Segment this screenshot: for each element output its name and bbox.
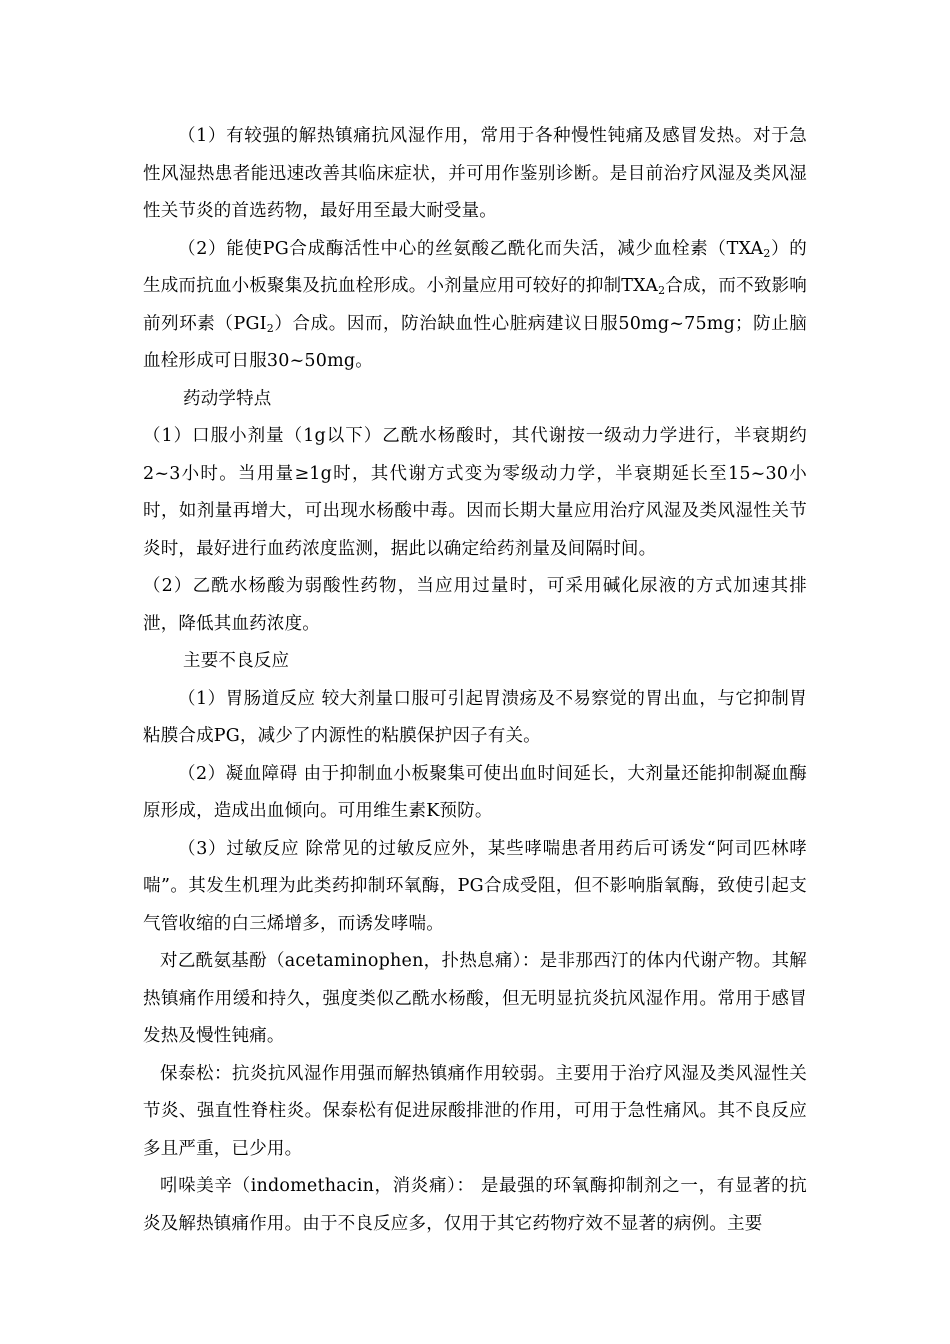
paragraph-phenylbutazone: 保泰松：抗炎抗风湿作用强而解热镇痛作用较弱。主要用于治疗风湿及类风湿性关节炎、强直性脊柱炎。保泰松有促进尿酸排泄的作用，可用于急性痛风。其不良反应多且严重，已少用。	[143, 1063, 807, 1159]
paragraph-acetaminophen: 对乙酰氨基酚（acetaminophen，扑热息痛）：是非那西汀的体内代谢产物。其解热镇痛作用缓和持久，强度类似乙酰水杨酸，但无明显抗炎抗风湿作用。常用于感冒发热及慢性钝痛。	[143, 951, 807, 1046]
paragraph-antiplatelet	[143, 231, 807, 381]
subscript-pgi2: 2	[266, 321, 274, 335]
paragraph-gi-reaction: （1）胃肠道反应 较大剂量口服可引起胃溃疡及不易察觉的胃出血，与它抑制胃粘膜合成PG，减少了内源性的粘膜保护因子有关。	[143, 688, 807, 746]
paragraph-pk-urine-alkalization: （2）乙酰水杨酸为弱酸性药物，当应用过量时，可采用碱化尿液的方式加速其排泄，降低其血药浓度。	[143, 576, 807, 634]
paragraph-coagulation-disorder: （2）凝血障碍 由于抑制血小板聚集可使出血时间延长，大剂量还能抑制凝血酶原形成，造成出血倾向。可用维生素K预防。	[143, 763, 807, 821]
subscript-txa2-first: 2	[763, 246, 771, 260]
paragraph-allergic-reaction: （3）过敏反应 除常见的过敏反应外，某些哮喘患者用药后可诱发“阿司匹林哮喘”。其发生机理为此类药抑制环氧酶，PG合成受阻，但不影响脂氧酶，致使引起支气管收缩的白三烯增多，而诱发哮喘。	[143, 838, 807, 934]
paragraph-antiplatelet-part-a: （2）能使PG合成酶活性中心的丝氨酸乙酰化而失活，减少血栓素（TXA	[178, 238, 764, 259]
paragraph-antiplatelet-part-b: ）的生成而抗血小板聚集及抗血栓形成。小剂量应用可较好的抑制TXA	[143, 238, 807, 296]
paragraph-pk-dose-kinetics: （1）口服小剂量（1g以下）乙酰水杨酸时，其代谢按一级动力学进行，半衰期约2~3小时。当用量≥1g时，其代谢方式变为零级动力学，半衰期延长至15~30小时，如剂量再增大，可出现水杨酸中毒。因而长期大量应用治疗风湿及类风湿性关节炎时，最好进行血药浓度监测，据此以确定给药剂量及间隔时间。	[143, 426, 807, 559]
paragraph-indomethacin: 吲哚美辛（indomethacin，消炎痛）： 是最强的环氧酶抑制剂之一，有显著的抗炎及解热镇痛作用。由于不良反应多，仅用于其它药物疗效不显著的病例。主要	[143, 1176, 807, 1234]
paragraph-antiplatelet-part-c: 合成，而不致影响前列环素（PGI	[143, 276, 807, 334]
heading-pharmacokinetics: 药动学特点	[183, 388, 272, 409]
heading-adverse-reactions: 主要不良反应	[183, 651, 290, 671]
paragraph-antiplatelet-part-d: ）合成。因而，防治缺血性心脏病建议日服50mg~75mg；防止脑血栓形成可日服30~50mg。	[143, 313, 807, 371]
paragraph-antipyretic-use: （1）有较强的解热镇痛抗风湿作用，常用于各种慢性钝痛及感冒发热。对于急性风湿热患者能迅速改善其临床症状，并可用作鉴别诊断。是目前治疗风湿及类风湿性关节炎的首选药物，最好用至最大耐受量。	[143, 126, 807, 221]
subscript-txa2-second: 2	[658, 284, 666, 297]
